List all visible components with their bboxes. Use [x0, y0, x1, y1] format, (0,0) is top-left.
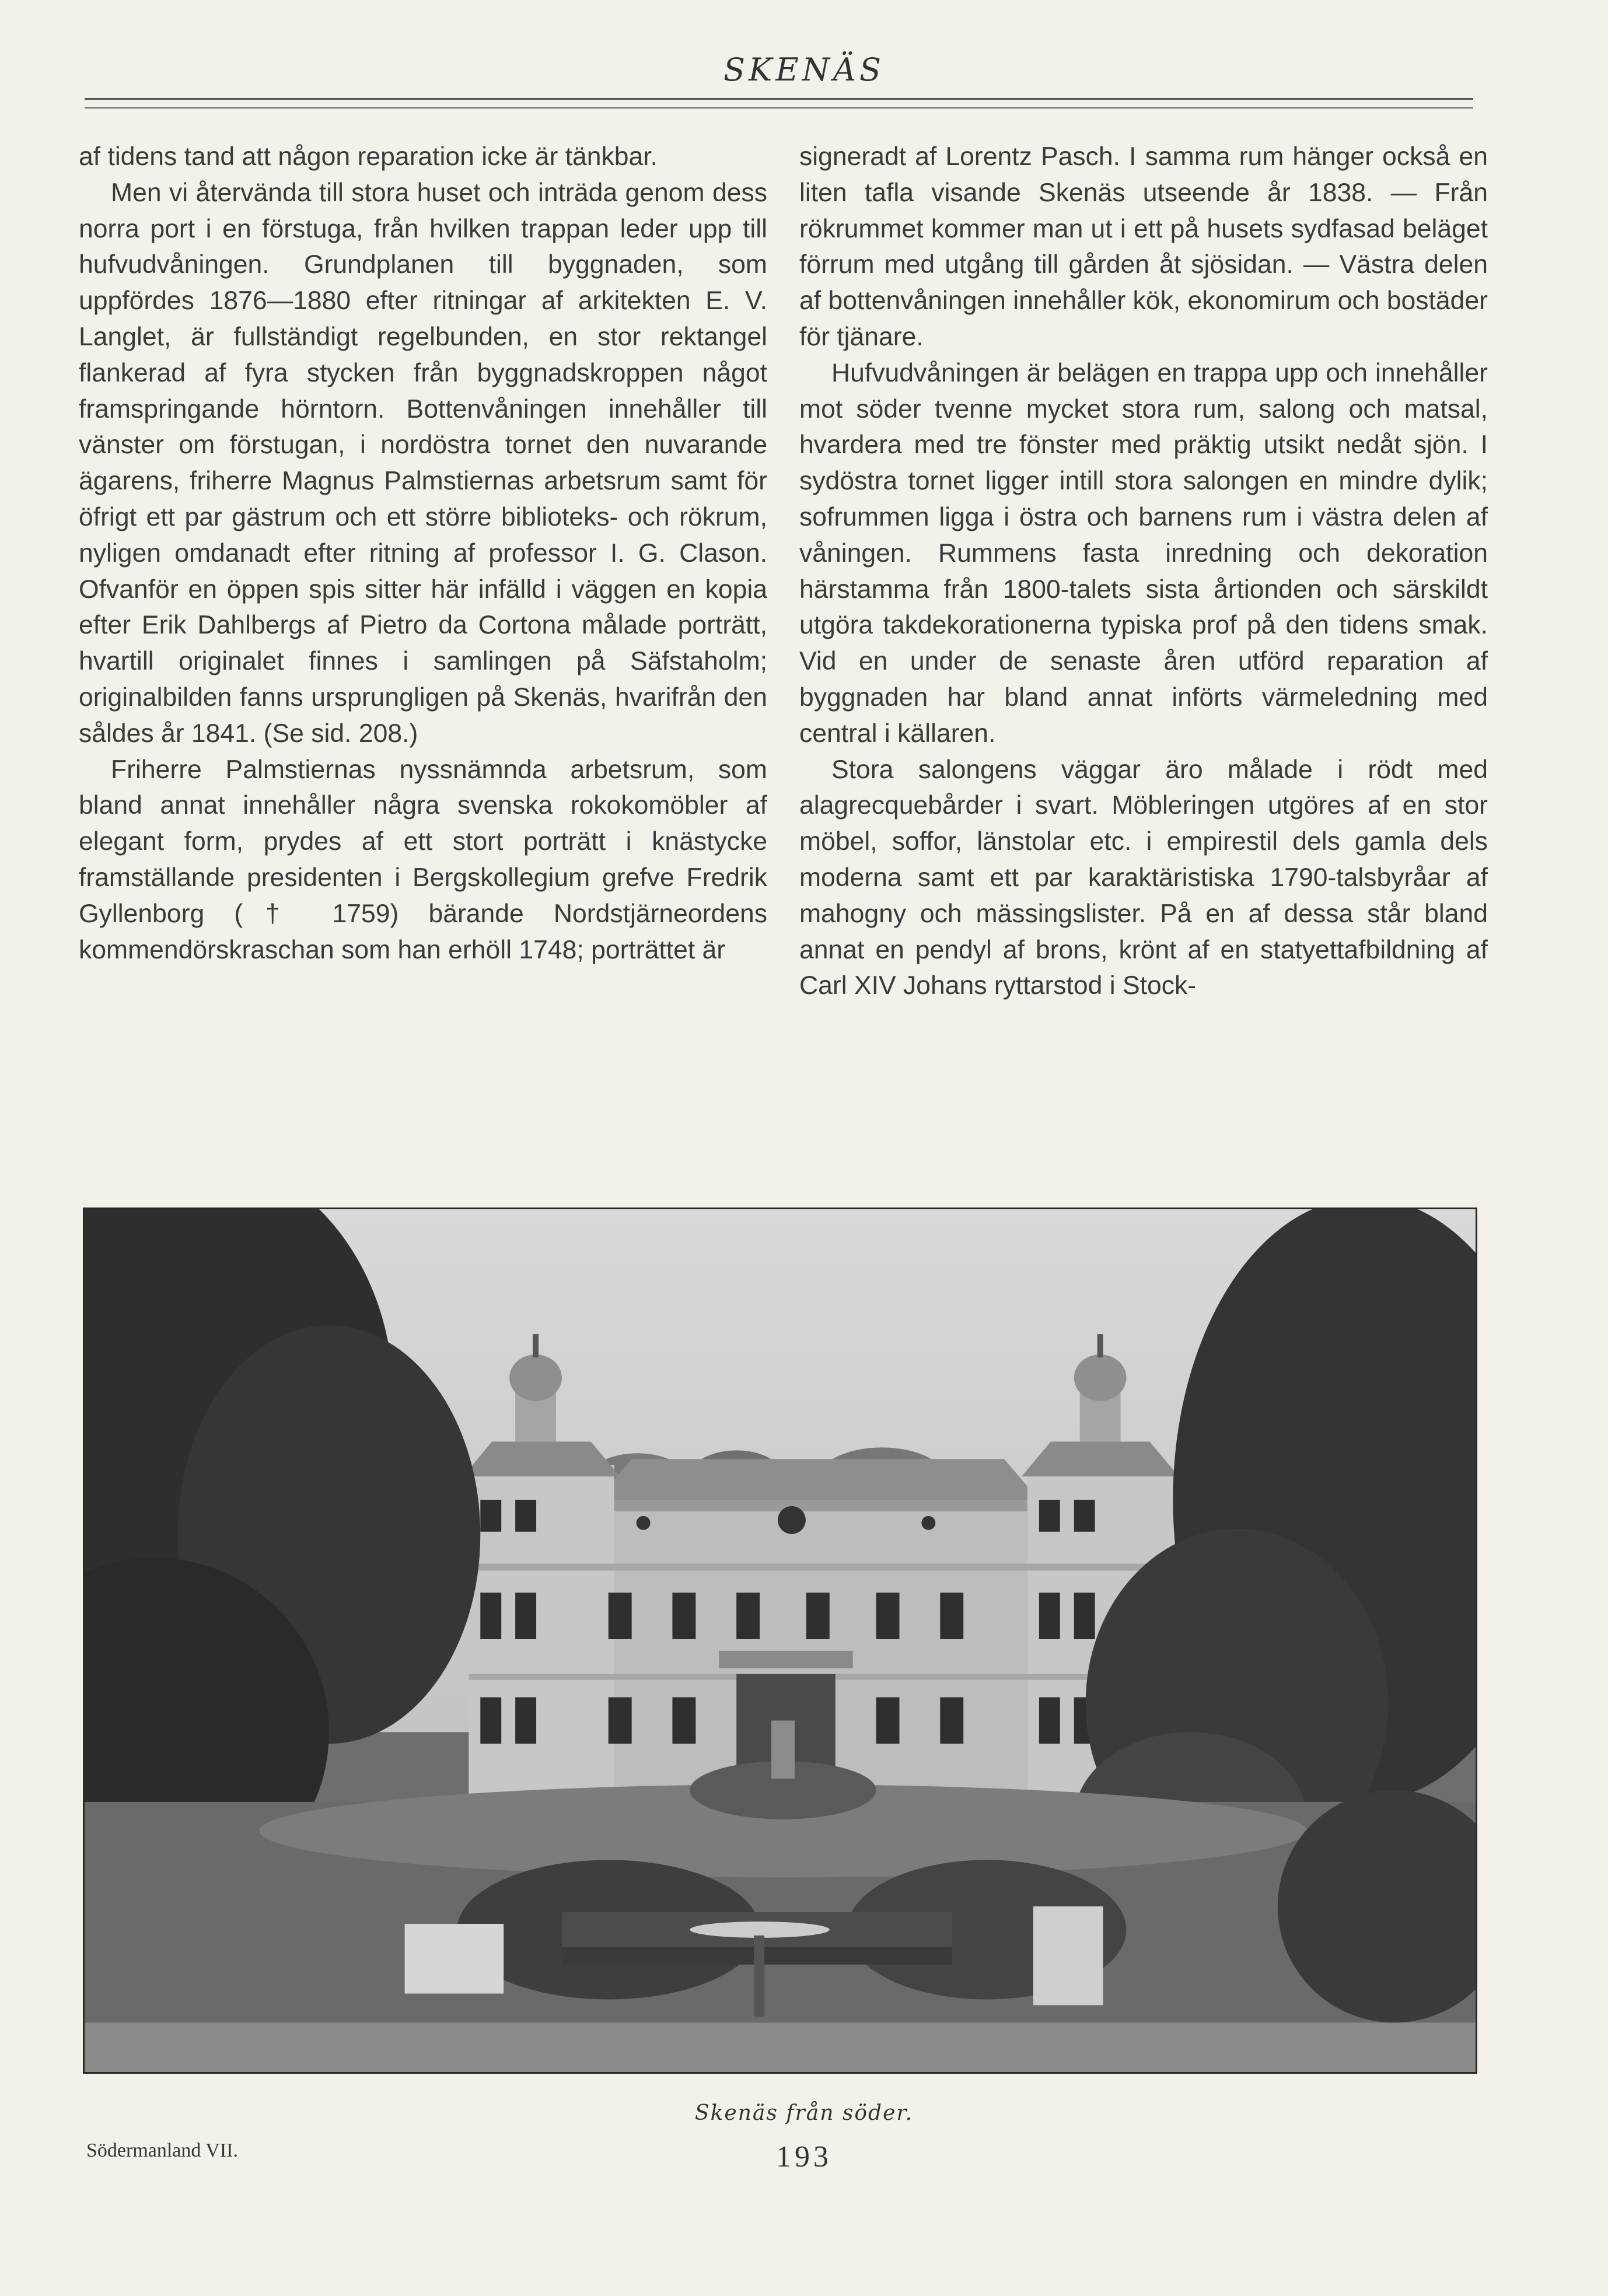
header-rule-thin	[85, 107, 1473, 108]
manor-house-illustration	[85, 1209, 1476, 2072]
paragraph: Stora salongens väggar äro målade i rödt med alagrecquebårder i svart. Möbleringen utgöres af en stor möbel, soffor, länstolar etc. i empirestil dels gamla dels moderna samt ett par karaktäristiska 1790-talsbyråar af mahogny och mässingslister. På en af dessa står bland annat en pendyl af brons, krönt af en statyettafbildning af Carl XIV Johans ryttarstod i Stock-	[799, 755, 1488, 1000]
paragraph: Friherre Palmstiernas nyssnämnda arbetsrum, som bland annat innehåller några svenska rokokomöbler af elegant form, prydes af ett stort porträtt i knästycke framställande presidenten i Bergskollegium grefve Fredrik Gyllenborg († 1759) bärande Nordstjärneordens kommendörskraschan som han erhöll 1748; porträttet är	[79, 755, 767, 964]
volume-signature: Södermanland VII.	[86, 2140, 238, 2161]
paragraph: Men vi återvända till stora huset och inträda genom dess norra port i en förstuga, från hvilken trappan leder upp till hufvudvåningen. Grundplanen till byggnaden, som uppfördes 1876—1880 efter ritningar af arkitekten E. V. Langlet, är fullständigt regelbunden, en stor rektangel flankerad af fyra stycken från byggnadskroppen något framspringande hörntorn. Bottenvåningen innehåller till vänster om förstugan, i nordöstra tornet den nuvarande ägarens, friherre Magnus Palmstiernas arbetsrum samt för öfrigt ett par gästrum och ett större biblioteks- och rökrum, nyligen omdanadt efter ritning af professor I. G. Clason. Ofvanför en öppen spis sitter här infälld i väggen en kopia efter Erik Dahlbergs af Pietro da Cortona målade porträtt, hvartill originalet finnes i samlingen på Säfstaholm; originalbilden fanns ursprungligen på Skenäs, hvarifrån den såldes år 1841. (Se sid. 208.)	[79, 178, 767, 748]
right-text-column	[799, 139, 1488, 1004]
header-rule	[85, 98, 1473, 100]
figure-caption: Skenäs från söder.	[694, 2101, 914, 2125]
manor-photograph	[83, 1208, 1477, 2074]
paragraph: af tidens tand att någon reparation icke är tänkbar.	[79, 142, 658, 171]
left-text-column	[79, 139, 767, 968]
page-number: 193	[776, 2140, 832, 2174]
paragraph: Hufvudvåningen är belägen en trappa upp och innehåller mot söder tvenne mycket stora rum, salong och matsal, hvardera med tre fönster med präktig utsikt nedåt sjön. I sydöstra tornet ligger intill stora salongen en mindre dylik; sofrummen ligga i östra och barnens rum i västra delen af våningen. Rummens fasta inredning och dekoration härstamma från 1800-talets sista årtionden och särskildt utgöra takdekorationerna typiska prof på den tidens smak. Vid en under de senaste åren utförd reparation af byggnaden har bland annat införts värmeledning med central i källaren.	[799, 358, 1488, 748]
paragraph: signeradt af Lorentz Pasch. I samma rum hänger också en liten tafla visande Skenäs utseende år 1838. — Från rökrummet kommer man ut i ett på husets sydfasad beläget förrum med utgång till gården åt sjösidan. — Västra delen af bottenvåningen innehåller kök, ekonomirum och bostäder för tjänare.	[799, 142, 1488, 351]
running-title: SKENÄS	[723, 51, 885, 88]
